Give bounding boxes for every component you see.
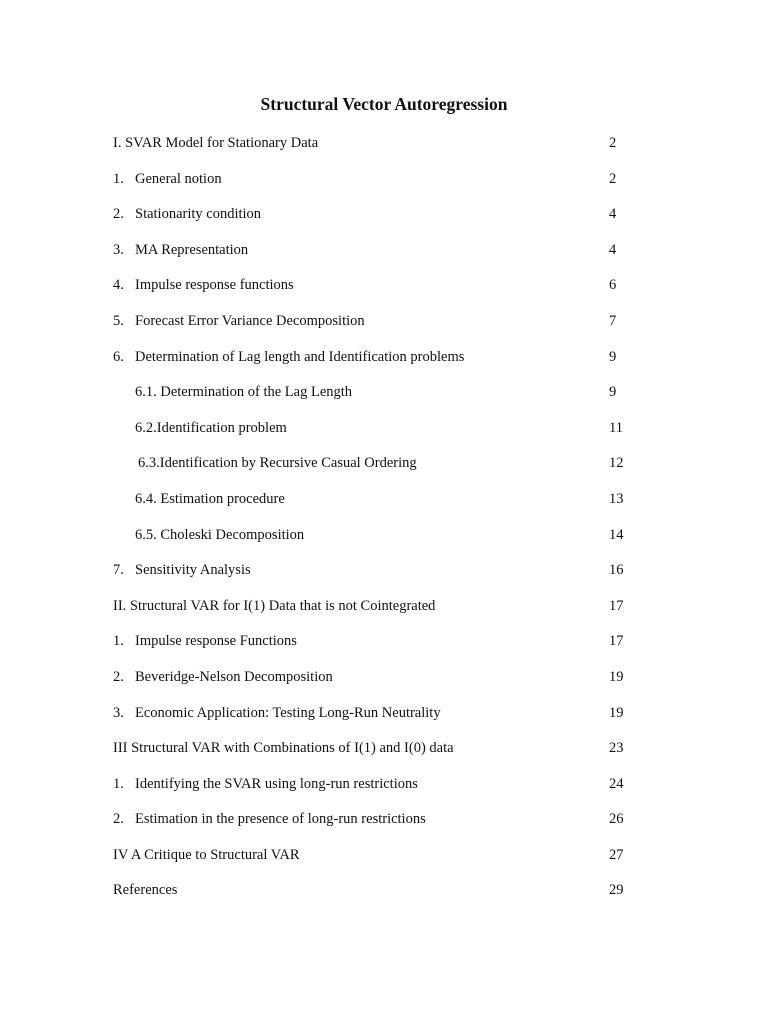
toc-subitem — [113, 452, 633, 488]
toc-page-number: 9 — [609, 384, 617, 401]
toc-item-number: 2. — [113, 206, 124, 223]
toc-entry-text: Identifying the SVAR using long-run restrictions — [135, 775, 418, 792]
toc-entry-text: I. SVAR Model for Stationary Data — [113, 135, 319, 151]
toc-section-heading — [113, 132, 633, 168]
toc-entry-text: Impulse response functions — [135, 277, 294, 294]
toc-page-number: 17 — [609, 597, 624, 614]
toc-entry-text: 6.1. Determination of the Lag Length — [135, 384, 353, 401]
table-of-contents — [113, 132, 633, 915]
toc-entry-text: Impulse response Functions — [135, 633, 297, 650]
toc-entry-text: Sensitivity Analysis — [135, 562, 251, 579]
toc-page-number: 9 — [609, 348, 617, 365]
toc-page-number: 24 — [609, 775, 624, 792]
toc-subitem — [113, 488, 633, 524]
toc-item — [113, 168, 633, 204]
toc-entry-text: Forecast Error Variance Decomposition — [135, 312, 365, 329]
toc-page-number: 16 — [609, 562, 624, 579]
toc-page-number: 11 — [609, 419, 623, 436]
toc-entry-text: 6.4. Estimation procedure — [135, 490, 285, 507]
toc-page-number: 17 — [609, 633, 624, 650]
toc-entry-text: 6.3.Identification by Recursive Casual Ordering — [138, 455, 417, 472]
toc-item-number: 7. — [113, 562, 124, 579]
toc-item — [113, 808, 633, 844]
toc-entry-text: II. Structural VAR for I(1) Data that is not Cointegrated — [113, 597, 436, 614]
toc-item-number: 5. — [113, 312, 124, 329]
toc-page-number: 26 — [609, 811, 624, 828]
toc-item — [113, 773, 633, 809]
toc-page-number: 27 — [609, 846, 624, 863]
toc-entry-text: Economic Application: Testing Long-Run Neutrality — [135, 704, 441, 721]
toc-item — [113, 274, 633, 310]
toc-item — [113, 559, 633, 595]
toc-item — [113, 310, 633, 346]
toc-item-number: 2. — [113, 668, 124, 685]
toc-page-number: 19 — [609, 668, 624, 685]
toc-entry-text: Beveridge-Nelson Decomposition — [135, 668, 333, 685]
toc-item-number: 2. — [113, 811, 124, 828]
toc-section-heading — [113, 844, 633, 880]
page-title: Structural Vector Autoregression — [260, 94, 508, 114]
toc-entry-text: III Structural VAR with Combinations of I(1) and I(0) data — [113, 740, 454, 757]
toc-section-heading — [113, 737, 633, 773]
toc-entry-text: 6.5. Choleski Decomposition — [135, 526, 305, 543]
toc-subitem — [113, 381, 633, 417]
toc-item — [113, 630, 633, 666]
toc-entry-text: IV A Critique to Structural VAR — [113, 846, 300, 863]
toc-entry-text: References — [113, 882, 178, 899]
toc-item-number: 3. — [113, 704, 124, 721]
toc-item — [113, 702, 633, 738]
toc-page-number: 19 — [609, 704, 624, 721]
toc-page-number: 12 — [609, 455, 624, 472]
toc-page-number: 2 — [609, 135, 617, 151]
toc-section-heading — [113, 595, 633, 631]
toc-page-number: 14 — [609, 526, 624, 543]
toc-item — [113, 239, 633, 275]
toc-entry-text: Estimation in the presence of long-run restrictions — [135, 811, 426, 828]
toc-entry-text: General notion — [135, 170, 222, 187]
toc-item — [113, 346, 633, 382]
toc-page-number: 23 — [609, 740, 624, 757]
toc-subitem — [113, 417, 633, 453]
toc-entry-text: 6.2.Identification problem — [135, 419, 287, 436]
toc-page-number: 7 — [609, 312, 617, 329]
toc-item-number: 1. — [113, 170, 124, 187]
toc-entry-text: Determination of Lag length and Identification problems — [135, 348, 465, 365]
toc-item-number: 4. — [113, 277, 124, 294]
toc-item — [113, 666, 633, 702]
toc-page-number: 29 — [609, 882, 624, 899]
toc-item-number: 1. — [113, 775, 124, 792]
toc-page-number: 4 — [609, 206, 617, 223]
toc-item-number: 3. — [113, 241, 124, 258]
toc-section-heading — [113, 879, 633, 915]
toc-page-number: 6 — [609, 277, 617, 294]
toc-item-number: 6. — [113, 348, 124, 365]
toc-item — [113, 203, 633, 239]
toc-entry-text: Stationarity condition — [135, 206, 262, 223]
toc-subitem — [113, 524, 633, 560]
toc-page-number: 2 — [609, 170, 617, 187]
toc-item-number: 1. — [113, 633, 124, 650]
toc-page-number: 13 — [609, 490, 624, 507]
toc-entry-text: MA Representation — [135, 241, 249, 258]
toc-page-number: 4 — [609, 241, 617, 258]
